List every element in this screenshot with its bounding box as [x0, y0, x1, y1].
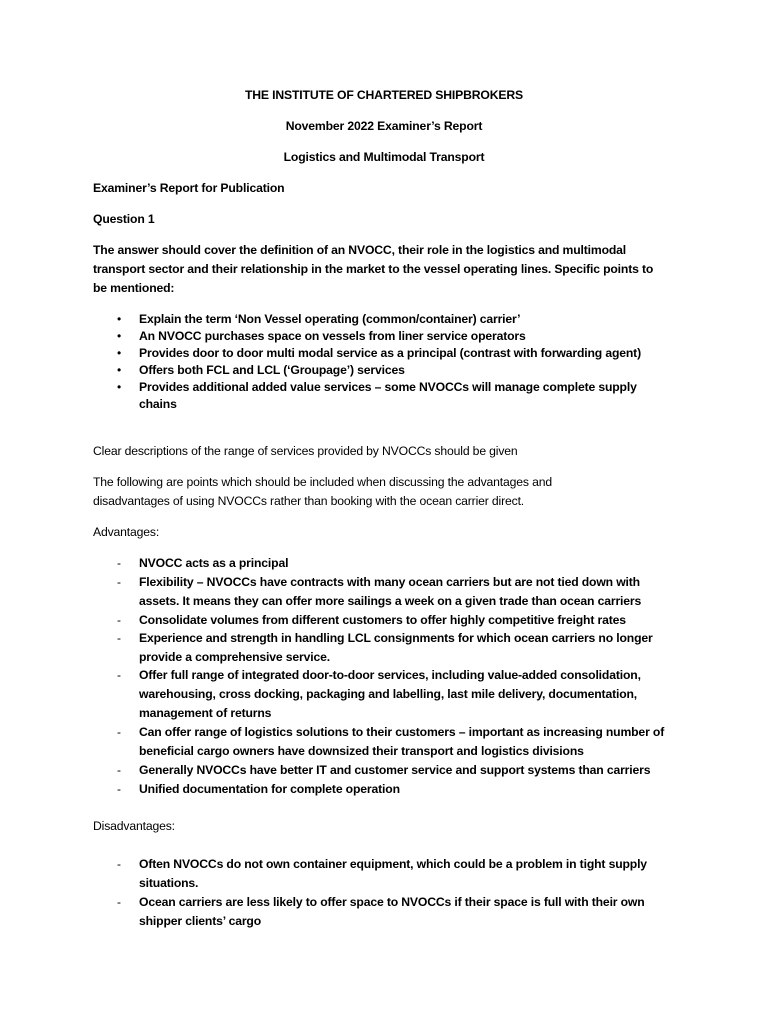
disadvantage-item-continuation: situations.	[139, 876, 199, 890]
advantage-item: Offer full range of integrated door-to-door services, including value-added consolidation,	[139, 668, 641, 682]
bullet-icon: •	[117, 329, 122, 343]
advantage-item: Flexibility – NVOCCs have contracts with many ocean carriers but are not tied down with	[139, 575, 640, 589]
dash-marker: -	[117, 575, 121, 589]
institute-title: THE INSTITUTE OF CHARTERED SHIPBROKERS	[244, 88, 523, 102]
dash-marker: -	[117, 725, 121, 739]
bullet-item: Provides additional added value services – some NVOCCs will manage complete supply	[139, 380, 637, 394]
bullet-item: Explain the term ‘Non Vessel operating (common/container) carrier’	[139, 312, 521, 326]
bullet-item: Offers both FCL and LCL (‘Groupage’) services	[139, 363, 405, 377]
comparison-intro-line: The following are points which should be included when discussing the advantages and	[93, 475, 552, 489]
comparison-intro-line: disadvantages of using NVOCCs rather than booking with the ocean carrier direct.	[93, 494, 525, 508]
advantage-item-continuation: provide a comprehensive service.	[139, 650, 330, 664]
dash-marker: -	[117, 668, 121, 682]
advantage-item-continuation: warehousing, cross docking, packaging and labelling, last mile delivery, documentation,	[139, 687, 638, 701]
advantage-item: Unified documentation for complete operation	[139, 782, 400, 796]
dash-marker: -	[117, 895, 121, 909]
disadvantage-item: Often NVOCCs do not own container equipment, which could be a problem in tight supply	[139, 857, 647, 871]
intro-line: be mentioned:	[93, 281, 175, 295]
bullet-icon: •	[117, 363, 122, 377]
dash-marker: -	[117, 763, 121, 777]
advantage-item: Generally NVOCCs have better IT and customer service and support systems than carriers	[139, 763, 651, 777]
bullet-icon: •	[117, 346, 122, 360]
subject-title: Logistics and Multimodal Transport	[283, 150, 485, 164]
intro-line: The answer should cover the definition of an NVOCC, their role in the logistics and multimodal	[93, 243, 627, 257]
advantage-item-continuation: management of returns	[139, 706, 272, 720]
advantage-item: NVOCC acts as a principal	[139, 556, 289, 570]
advantage-item: Experience and strength in handling LCL consignments for which ocean carriers no longer	[139, 631, 653, 645]
dash-marker: -	[117, 556, 121, 570]
advantage-item: Can offer range of logistics solutions to their customers – important as increasing number of	[139, 725, 665, 739]
dash-marker: -	[117, 613, 121, 627]
bullet-icon: •	[117, 312, 122, 326]
dash-marker: -	[117, 631, 121, 645]
disadvantage-item: Ocean carriers are less likely to offer space to NVOCCs if their space is full with their own	[139, 895, 645, 909]
advantage-item-continuation: beneficial cargo owners have downsized their transport and logistics divisions	[139, 744, 584, 758]
bullet-item-continuation: chains	[139, 397, 177, 411]
bullet-item: An NVOCC purchases space on vessels from liner service operators	[139, 329, 526, 343]
advantage-item: Consolidate volumes from different customers to offer highly competitive freight rates	[139, 613, 626, 627]
services-sentence: Clear descriptions of the range of services provided by NVOCCs should be given	[93, 444, 518, 458]
publication-heading: Examiner’s Report for Publication	[93, 181, 285, 195]
bullet-item: Provides door to door multi modal service as a principal (contrast with forwarding agent)	[139, 346, 641, 360]
disadvantage-item-continuation: shipper clients’ cargo	[139, 914, 262, 928]
question-heading: Question 1	[93, 212, 155, 226]
dash-marker: -	[117, 782, 121, 796]
bullet-icon: •	[117, 380, 122, 394]
disadvantages-heading: Disadvantages:	[93, 819, 175, 833]
dash-marker: -	[117, 857, 121, 871]
advantage-item-continuation: assets. It means they can offer more sailings a week on a given trade than ocean carriers	[139, 594, 642, 608]
advantages-heading: Advantages:	[93, 525, 160, 539]
intro-line: transport sector and their relationship in the market to the vessel operating lines. Specific points to	[93, 262, 654, 276]
report-title: November 2022 Examiner’s Report	[285, 119, 483, 133]
